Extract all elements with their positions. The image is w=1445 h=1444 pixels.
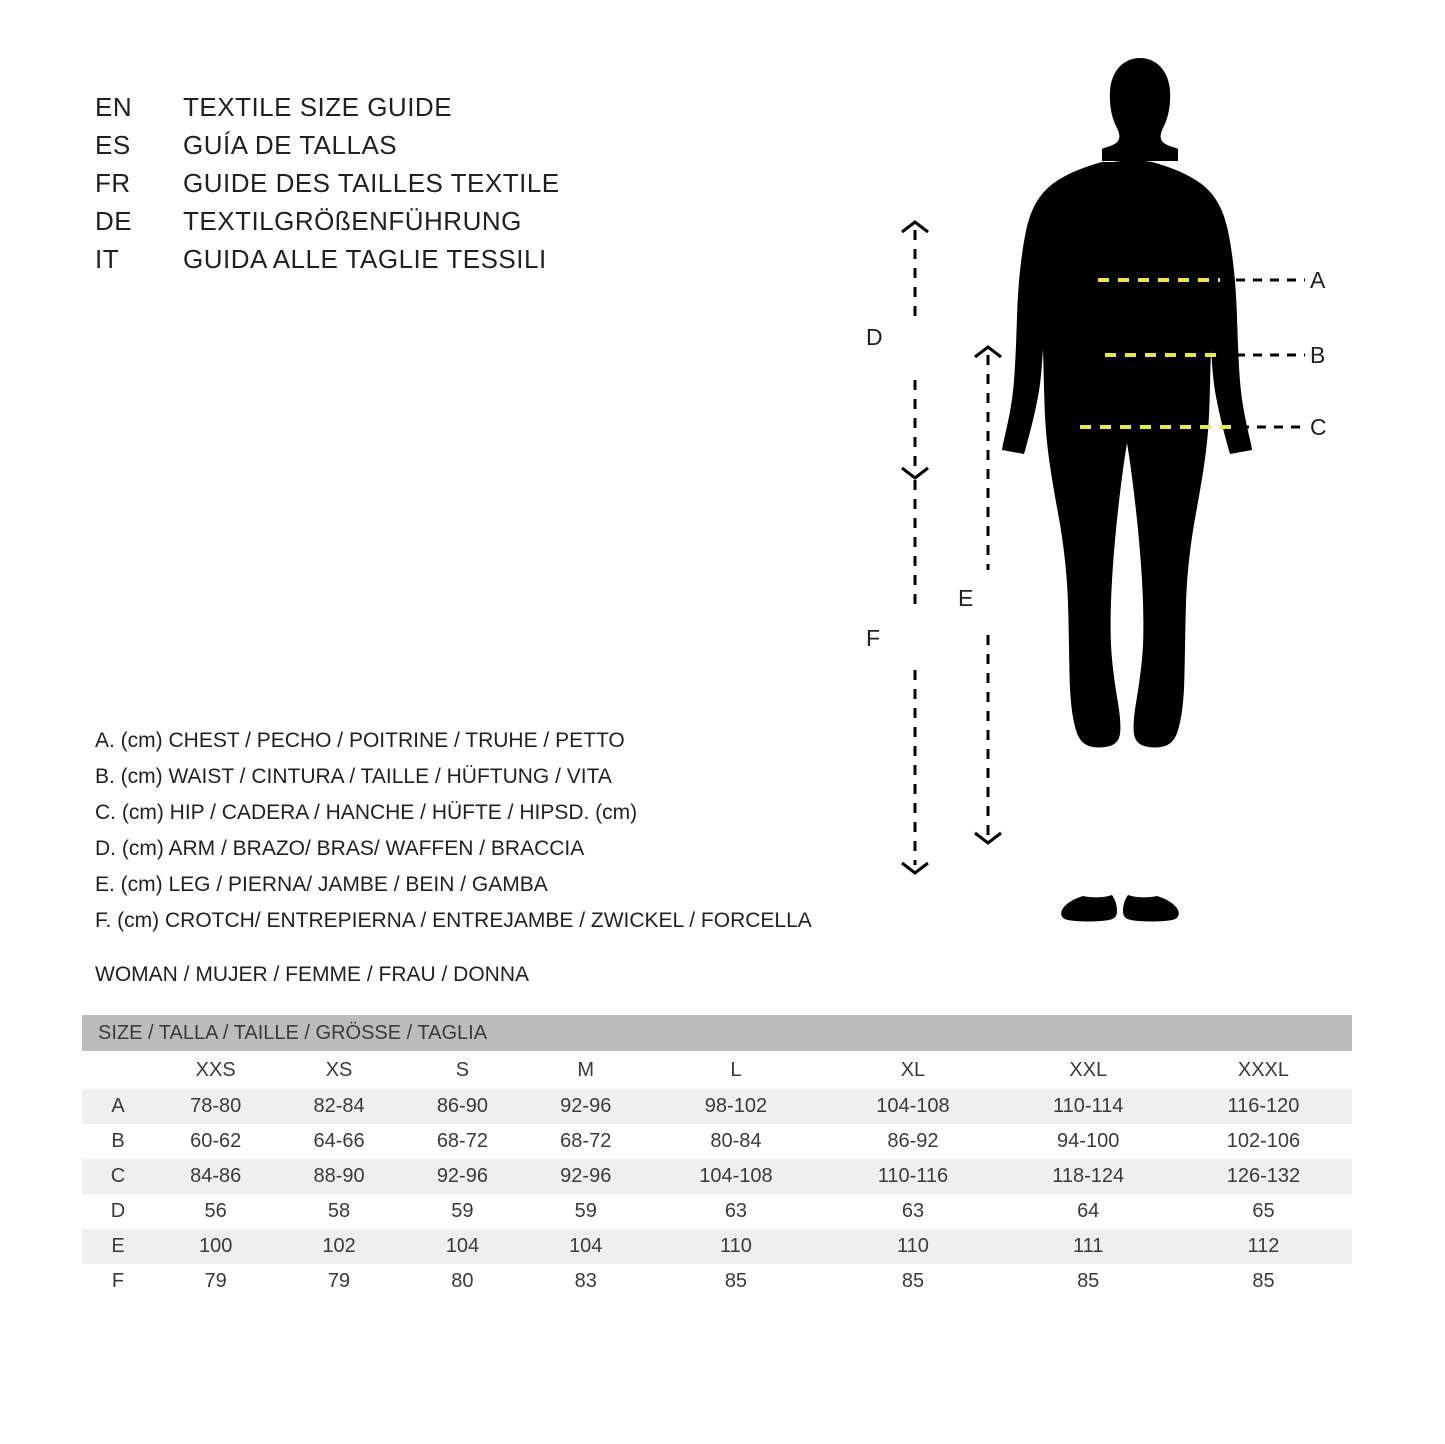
cell-b-xl: 86-92: [824, 1124, 1001, 1159]
cell-c-xxxl: 126-132: [1175, 1159, 1352, 1194]
cell-a-xs: 82-84: [277, 1089, 400, 1124]
title-lang-en: EN: [95, 92, 133, 122]
marker-label-d: D: [866, 324, 883, 350]
table-row: [82, 1264, 1352, 1299]
table-row: [82, 1159, 1352, 1194]
legend-block: [95, 723, 812, 939]
legend-item-c: C. (cm) HIP / CADERA / HANCHE / HÜFTE / HIPSD. (cm): [95, 801, 638, 824]
cell-a-xxl: 110-114: [1001, 1089, 1174, 1124]
table-band-label: SIZE / TALLA / TAILLE / GRÖSSE / TAGLIA: [82, 1015, 1352, 1051]
gender-label: WOMAN / MUJER / FEMME / FRAU / DONNA: [95, 963, 529, 986]
table-row: [82, 1229, 1352, 1264]
cell-d-xxxl: 65: [1175, 1194, 1352, 1229]
title-row-it: [95, 244, 560, 282]
title-text-it: GUIDA ALLE TAGLIE TESSILI: [183, 244, 547, 274]
title-text-fr: GUIDE DES TAILLES TEXTILE: [183, 168, 560, 198]
title-row-es: [95, 130, 560, 168]
col-head-s: S: [401, 1051, 524, 1089]
title-row-en: [95, 92, 560, 130]
size-table: [82, 1015, 1352, 1299]
row-label-e: E: [82, 1229, 154, 1264]
cell-b-xxs: 60-62: [154, 1124, 277, 1159]
cell-e-xxl: 111: [1001, 1229, 1174, 1264]
marker-label-c: C: [1310, 414, 1327, 440]
cell-f-xxl: 85: [1001, 1264, 1174, 1299]
title-lang-fr: FR: [95, 168, 131, 198]
woman-silhouette-icon: [1002, 58, 1252, 922]
col-head-xxl: XXL: [1001, 1051, 1174, 1089]
col-head-xl: XL: [824, 1051, 1001, 1089]
cell-f-xxs: 79: [154, 1264, 277, 1299]
legend-item-a: A. (cm) CHEST / PECHO / POITRINE / TRUHE / PETTO: [95, 729, 625, 752]
cell-c-xxl: 118-124: [1001, 1159, 1174, 1194]
cell-b-s: 68-72: [401, 1124, 524, 1159]
title-text-de: TEXTILGRÖßENFÜHRUNG: [183, 206, 522, 236]
cell-c-xs: 88-90: [277, 1159, 400, 1194]
title-row-de: [95, 206, 560, 244]
table-column-headers: [82, 1051, 1352, 1089]
cell-a-xxs: 78-80: [154, 1089, 277, 1124]
col-head-xs: XS: [277, 1051, 400, 1089]
cell-c-xxs: 84-86: [154, 1159, 277, 1194]
cell-e-xxs: 100: [154, 1229, 277, 1264]
cell-c-xl: 110-116: [824, 1159, 1001, 1194]
title-text-en: TEXTILE SIZE GUIDE: [183, 92, 453, 122]
title-row-fr: [95, 168, 560, 206]
title-lang-de: DE: [95, 206, 133, 236]
cell-f-m: 83: [524, 1264, 647, 1299]
col-head-xxs: XXS: [154, 1051, 277, 1089]
cell-f-s: 80: [401, 1264, 524, 1299]
cell-e-xs: 102: [277, 1229, 400, 1264]
cell-e-xxxl: 112: [1175, 1229, 1352, 1264]
cell-d-l: 63: [647, 1194, 824, 1229]
cell-a-s: 86-90: [401, 1089, 524, 1124]
cell-d-xxs: 56: [154, 1194, 277, 1229]
cell-f-l: 85: [647, 1264, 824, 1299]
marker-label-b: B: [1310, 342, 1326, 368]
legend-item-d: D. (cm) ARM / BRAZO/ BRAS/ WAFFEN / BRACCIA: [95, 837, 585, 860]
cell-f-xs: 79: [277, 1264, 400, 1299]
cell-b-xs: 64-66: [277, 1124, 400, 1159]
cell-b-m: 68-72: [524, 1124, 647, 1159]
cell-a-xl: 104-108: [824, 1089, 1001, 1124]
table-header-band: [82, 1015, 1352, 1051]
col-head-xxxl: XXXL: [1175, 1051, 1352, 1089]
cell-e-s: 104: [401, 1229, 524, 1264]
cell-b-xxl: 94-100: [1001, 1124, 1174, 1159]
cell-e-xl: 110: [824, 1229, 1001, 1264]
cell-a-m: 92-96: [524, 1089, 647, 1124]
cell-e-m: 104: [524, 1229, 647, 1264]
table-row: [82, 1089, 1352, 1124]
title-text-es: GUÍA DE TALLAS: [183, 130, 398, 160]
silhouette-diagram: [840, 50, 1400, 930]
cell-d-xl: 63: [824, 1194, 1001, 1229]
title-block: [95, 92, 560, 282]
legend-item-f: F. (cm) CROTCH/ ENTREPIERNA / ENTREJAMBE / ZWICKEL / FORCELLA: [95, 909, 812, 932]
col-head-m: M: [524, 1051, 647, 1089]
row-label-c: C: [82, 1159, 154, 1194]
legend-item-b: B. (cm) WAIST / CINTURA / TAILLE / HÜFTUNG / VITA: [95, 765, 612, 788]
cell-d-xs: 58: [277, 1194, 400, 1229]
dimension-f: [902, 480, 928, 873]
size-table-wrapper: [82, 1015, 1352, 1299]
cell-d-s: 59: [401, 1194, 524, 1229]
cell-f-xxxl: 85: [1175, 1264, 1352, 1299]
row-label-b: B: [82, 1124, 154, 1159]
marker-label-a: A: [1310, 267, 1326, 293]
cell-f-xl: 85: [824, 1264, 1001, 1299]
cell-e-l: 110: [647, 1229, 824, 1264]
cell-a-xxxl: 116-120: [1175, 1089, 1352, 1124]
row-label-a: A: [82, 1089, 154, 1124]
title-lang-es: ES: [95, 130, 131, 160]
table-row: [82, 1124, 1352, 1159]
dimension-e: [975, 347, 1001, 843]
marker-leaders: [1236, 280, 1305, 427]
cell-a-l: 98-102: [647, 1089, 824, 1124]
cell-b-l: 80-84: [647, 1124, 824, 1159]
cell-c-m: 92-96: [524, 1159, 647, 1194]
table-row: [82, 1194, 1352, 1229]
cell-b-xxxl: 102-106: [1175, 1124, 1352, 1159]
row-label-d: D: [82, 1194, 154, 1229]
legend-item-e: E. (cm) LEG / PIERNA/ JAMBE / BEIN / GAMBA: [95, 873, 548, 896]
cell-d-m: 59: [524, 1194, 647, 1229]
col-head-l: L: [647, 1051, 824, 1089]
marker-label-f: F: [866, 625, 881, 651]
title-lang-it: IT: [95, 244, 120, 274]
cell-c-l: 104-108: [647, 1159, 824, 1194]
row-label-f: F: [82, 1264, 154, 1299]
col-head-blank: [82, 1051, 154, 1089]
cell-d-xxl: 64: [1001, 1194, 1174, 1229]
cell-c-s: 92-96: [401, 1159, 524, 1194]
marker-label-e: E: [958, 585, 974, 611]
measurement-figure: [840, 50, 1400, 930]
dimension-d: [902, 222, 928, 478]
